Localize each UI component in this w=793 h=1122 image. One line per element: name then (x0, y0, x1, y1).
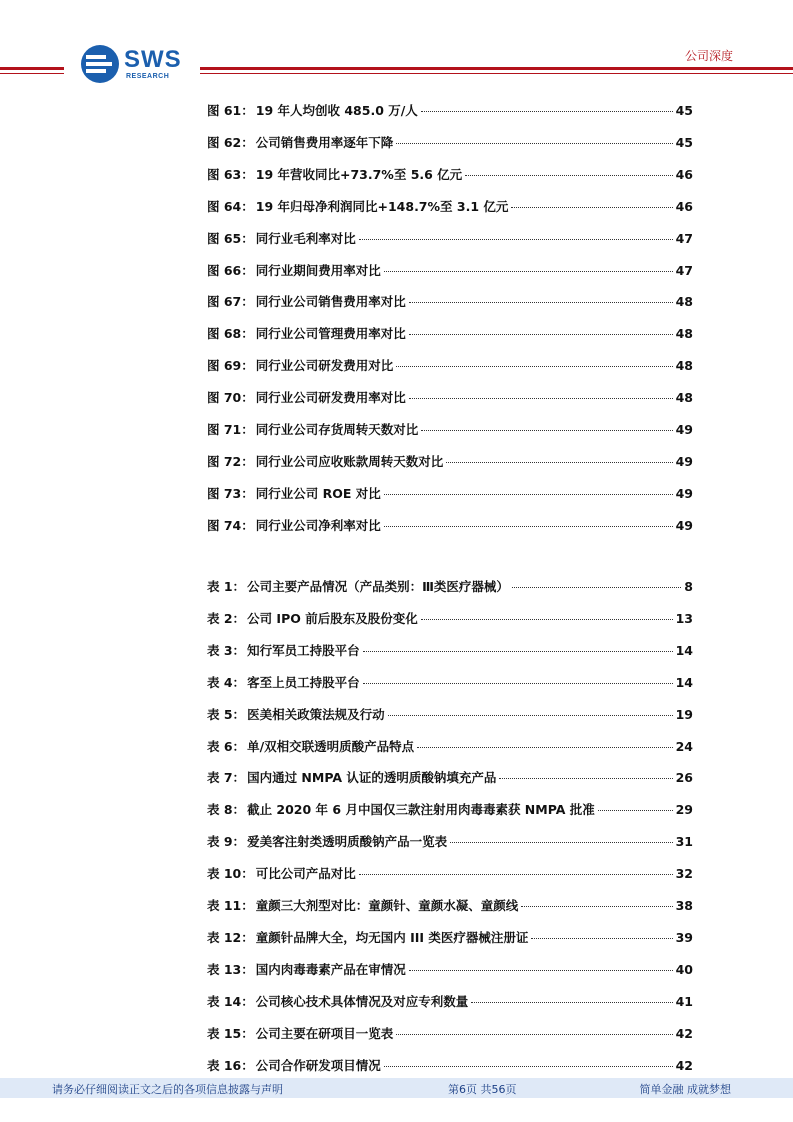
toc-entry-title: 知行军员工持股平台 (247, 642, 360, 658)
toc-entry-page: 19 (675, 706, 693, 722)
figure-toc-entry[interactable] (207, 229, 693, 249)
toc-leader-dots (409, 398, 673, 399)
toc-entry-title: 国内肉毒毒素产品在审情况 (255, 961, 406, 977)
figure-toc-entry[interactable] (207, 324, 693, 344)
toc-entry-label: 表 16： (207, 1057, 254, 1073)
toc-entry-title: 公司主要在研项目一览表 (255, 1025, 394, 1041)
toc-leader-dots (363, 683, 673, 684)
figure-toc-entry[interactable] (207, 197, 693, 217)
toc-entry-label: 表 2： (207, 610, 246, 626)
toc-entry-label: 图 70： (207, 390, 254, 406)
toc-entry-title: 公司销售费用率逐年下降 (255, 134, 394, 150)
toc-leader-dots (396, 143, 672, 144)
toc-entry-title: 爱美客注射类透明质酸钠产品一览表 (247, 834, 448, 850)
toc-entry-label: 图 65： (207, 230, 254, 246)
toc-leader-dots (471, 1002, 672, 1003)
toc-leader-dots (531, 938, 672, 939)
toc-entry-label: 图 68： (207, 326, 254, 342)
toc-entry-label: 图 67： (207, 294, 254, 310)
toc-leader-dots (598, 810, 673, 811)
toc-entry-label: 表 7： (207, 770, 246, 786)
toc-entry-page: 45 (675, 134, 693, 150)
logo-subtext: RESEARCH (126, 73, 170, 80)
toc-entry-title: 可比公司产品对比 (255, 866, 356, 882)
toc-entry-label: 表 9： (207, 834, 246, 850)
toc-leader-dots (409, 970, 673, 971)
table-toc-entry[interactable] (207, 1056, 693, 1076)
toc-entry-label: 图 63： (207, 166, 254, 182)
toc-leader-dots (409, 334, 673, 335)
toc-entry-page: 38 (675, 898, 693, 913)
figure-toc-entry[interactable] (207, 452, 693, 472)
toc-entry-page: 48 (675, 294, 693, 310)
toc-entry-page: 39 (675, 929, 693, 945)
toc-entry-page: 14 (675, 642, 693, 658)
toc-entry-page: 48 (675, 358, 693, 374)
toc-leader-dots (363, 651, 673, 652)
toc-entry-label: 表 3： (207, 642, 246, 658)
toc-entry-page: 48 (675, 390, 693, 406)
toc-leader-dots (512, 587, 681, 588)
toc-entry-title: 同行业公司研发费用对比 (255, 358, 394, 374)
toc-entry-label: 表 8： (207, 802, 246, 818)
toc-entry-title: 19 年归母净利润同比+148.7%至 3.1 亿元 (255, 198, 509, 214)
toc-entry-label: 表 14： (207, 993, 254, 1009)
toc-entry-title: 同行业期间费用率对比 (255, 262, 381, 278)
table-toc-entry[interactable] (207, 928, 693, 948)
toc-leader-dots (450, 842, 673, 843)
toc-entry-page: 26 (675, 770, 693, 786)
toc-entry-title: 同行业公司存货周转天数对比 (255, 422, 419, 437)
header-rule (0, 67, 64, 70)
table-toc-entry[interactable] (207, 705, 693, 725)
logo-text: SWS (124, 46, 182, 73)
toc-entry-page: 49 (675, 422, 693, 437)
table-toc-entry[interactable] (207, 768, 693, 788)
toc-entry-title: 同行业公司研发费用率对比 (255, 390, 406, 406)
toc-entry-page: 31 (675, 834, 693, 850)
sws-logo-icon (80, 44, 120, 84)
figure-toc-entry[interactable] (207, 133, 693, 153)
toc-entry-page: 8 (684, 579, 693, 594)
figure-toc-entry[interactable] (207, 261, 693, 281)
toc-entry-page: 42 (675, 1025, 693, 1041)
toc-leader-dots (396, 1034, 672, 1035)
table-toc-entry[interactable] (207, 960, 693, 980)
table-toc-entry[interactable] (207, 800, 693, 820)
toc-entry-label: 图 64： (207, 198, 254, 214)
toc-leader-dots (384, 271, 673, 272)
toc-entry-label: 表 5： (207, 706, 246, 722)
table-toc-entry[interactable] (207, 737, 693, 757)
toc-leader-dots (511, 207, 672, 208)
toc-leader-dots (384, 494, 673, 495)
figure-toc-entry[interactable] (207, 356, 693, 376)
toc-entry-label: 图 66： (207, 262, 254, 278)
toc-entry-page: 42 (675, 1057, 693, 1073)
toc-leader-dots (465, 175, 672, 176)
toc-entry-title: 公司核心技术具体情况及对应专利数量 (255, 993, 469, 1009)
footer (0, 1078, 793, 1098)
company-logo (80, 44, 190, 86)
header-rule-thin (0, 73, 64, 74)
toc-entry-title: 截止 2020 年 6 月中国仅三款注射用肉毒毒素获 NMPA 批准 (247, 802, 595, 818)
toc-entry-page: 41 (675, 993, 693, 1009)
toc-leader-dots (521, 906, 672, 907)
toc-entry-page: 32 (675, 866, 693, 882)
toc-entry-page: 14 (675, 674, 693, 690)
toc-entry-page: 40 (675, 961, 693, 977)
toc-leader-dots (417, 747, 672, 748)
toc-entry-title: 同行业公司管理费用率对比 (255, 326, 406, 342)
table-toc-entry[interactable] (207, 1024, 693, 1044)
toc-entry-title: 童颜三大剂型对比：童颜针、童颜水凝、童颜线 (255, 898, 519, 913)
toc-entry-title: 19 年人均创收 485.0 万/人 (255, 103, 418, 118)
figure-toc-entry[interactable] (207, 101, 693, 121)
toc-entry-page: 45 (675, 103, 693, 118)
toc-entry-title: 公司主要产品情况（产品类别：Ⅲ类医疗器械） (247, 579, 509, 594)
table-toc-entry[interactable] (207, 609, 693, 629)
table-toc-entry[interactable] (207, 832, 693, 852)
toc-entry-label: 图 74： (207, 517, 254, 533)
figure-toc-entry[interactable] (207, 292, 693, 312)
toc-entry-label: 表 11： (207, 898, 254, 913)
table-toc-entry[interactable] (207, 641, 693, 661)
toc-entry-title: 医美相关政策法规及行动 (247, 706, 385, 722)
toc-entry-label: 表 4： (207, 674, 246, 690)
toc-entry-title: 同行业公司销售费用率对比 (255, 294, 406, 310)
toc-entry-title: 客至上员工持股平台 (247, 674, 360, 690)
toc-leader-dots (446, 462, 672, 463)
toc-entry-title: 同行业公司应收账款周转天数对比 (255, 453, 444, 469)
toc-entry-label: 图 69： (207, 358, 254, 374)
toc-leader-dots (388, 715, 673, 716)
toc-leader-dots (384, 526, 673, 527)
toc-entry-page: 29 (675, 802, 693, 818)
toc-entry-title: 童颜针品牌大全，均无国内 III 类医疗器械注册证 (255, 929, 529, 945)
toc-leader-dots (409, 302, 673, 303)
toc-entry-label: 表 6： (207, 738, 246, 754)
toc-entry-label: 表 1： (207, 579, 246, 594)
toc-entry-label: 表 15： (207, 1025, 254, 1041)
toc-entry-title: 国内通过 NMPA 认证的透明质酸钠填充产品 (247, 770, 497, 786)
toc-entry-title: 单/双相交联透明质酸产品特点 (247, 738, 415, 754)
toc-entry-page: 49 (675, 485, 693, 501)
toc-entry-title: 公司合作研发项目情况 (255, 1057, 381, 1073)
header-rule (200, 67, 793, 70)
toc-entry-page: 49 (675, 453, 693, 469)
footer-page-info: 第6页 共56页 (448, 1083, 517, 1096)
table-toc-entry[interactable] (207, 864, 693, 884)
section-label: 公司深度 (684, 49, 733, 63)
table-toc-entry[interactable] (207, 673, 693, 693)
toc-entry-label: 表 12： (207, 929, 254, 945)
toc-leader-dots (384, 1066, 673, 1067)
toc-entry-page: 49 (675, 517, 693, 533)
toc-entry-title: 同行业毛利率对比 (255, 230, 356, 246)
toc-entry-title: 同行业公司净利率对比 (255, 517, 381, 533)
toc-entry-page: 46 (675, 166, 693, 182)
toc-entry-label: 表 13： (207, 961, 254, 977)
toc-entry-label: 图 73： (207, 485, 254, 501)
toc-entry-page: 46 (675, 198, 693, 214)
table-toc-entry[interactable] (207, 577, 693, 597)
figure-toc-entry[interactable] (207, 165, 693, 185)
toc-entry-label: 图 71： (207, 422, 254, 437)
toc-leader-dots (359, 874, 673, 875)
toc-entry-title: 公司 IPO 前后股东及股份变化 (247, 610, 418, 626)
toc-entry-page: 13 (675, 610, 693, 626)
toc-entry-label: 表 10： (207, 866, 254, 882)
footer-disclaimer: 请务必仔细阅读正文之后的各项信息披露与声明 (52, 1083, 283, 1096)
table-toc-entry[interactable] (207, 896, 693, 916)
toc-entry-title: 同行业公司 ROE 对比 (255, 485, 381, 501)
table-toc-entry[interactable] (207, 992, 693, 1012)
toc-leader-dots (499, 778, 672, 779)
toc-entry-title: 19 年营收同比+73.7%至 5.6 亿元 (255, 166, 463, 182)
toc-leader-dots (359, 239, 673, 240)
toc-entry-page: 24 (675, 738, 693, 754)
toc-entry-label: 图 62： (207, 134, 254, 150)
toc-leader-dots (421, 111, 673, 112)
figure-toc-entry[interactable] (207, 516, 693, 536)
toc-entry-page: 47 (675, 262, 693, 278)
toc-entry-page: 48 (675, 326, 693, 342)
figure-toc-entry[interactable] (207, 388, 693, 408)
toc-entry-label: 图 72： (207, 453, 254, 469)
toc-leader-dots (421, 619, 673, 620)
toc-entry-page: 47 (675, 230, 693, 246)
figure-toc-entry[interactable] (207, 420, 693, 440)
figure-toc-entry[interactable] (207, 484, 693, 504)
header-rule-thin (200, 73, 793, 74)
footer-slogan: 简单金融 成就梦想 (639, 1083, 731, 1096)
toc-leader-dots (421, 430, 672, 431)
toc-entry-label: 图 61： (207, 103, 254, 118)
toc-leader-dots (396, 366, 672, 367)
